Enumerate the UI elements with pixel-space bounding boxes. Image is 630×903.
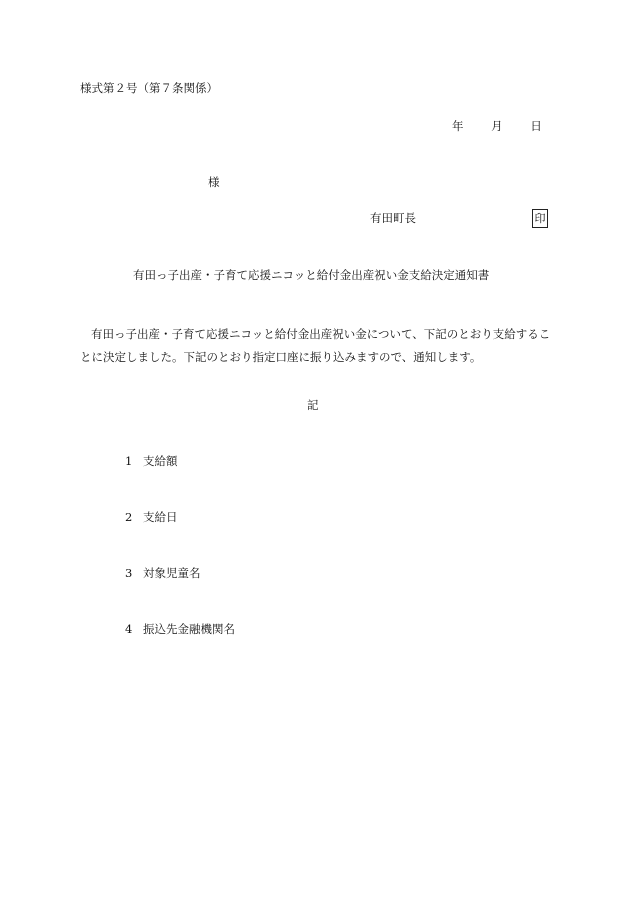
list-item: [125, 568, 201, 580]
list-item: [125, 456, 178, 468]
list-item: [125, 512, 178, 524]
form-number: 様式第２号（第７条関係）: [80, 81, 218, 95]
body-text: 有田っ子出産・子育て応援ニコッと給付金出産祝い金について、下記のとおり支給することに決定しました。下記のとおり指定口座に振り込みますので、通知します。: [80, 327, 551, 364]
item-number: 4: [125, 622, 133, 636]
item-label: 支給日: [143, 510, 178, 524]
item-number: 2: [125, 510, 133, 524]
item-label: 振込先金融機関名: [143, 622, 235, 636]
issuer-name: 有田町長: [370, 211, 416, 225]
date-month-label: 月: [491, 119, 503, 133]
seal-mark: 印: [532, 209, 548, 228]
date-line: [452, 121, 542, 133]
date-day-label: 日: [530, 119, 542, 133]
document-title: 有田っ子出産・子育て応援ニコッと給付金出産祝い金支給決定通知書: [133, 268, 490, 282]
item-number: 1: [125, 454, 133, 468]
addressee-suffix: 様: [208, 175, 220, 189]
date-year-label: 年: [452, 119, 464, 133]
ki-heading: 記: [307, 398, 319, 412]
list-item: [125, 624, 235, 636]
item-label: 支給額: [143, 454, 178, 468]
item-label: 対象児童名: [143, 566, 201, 580]
item-number: 3: [125, 566, 133, 580]
